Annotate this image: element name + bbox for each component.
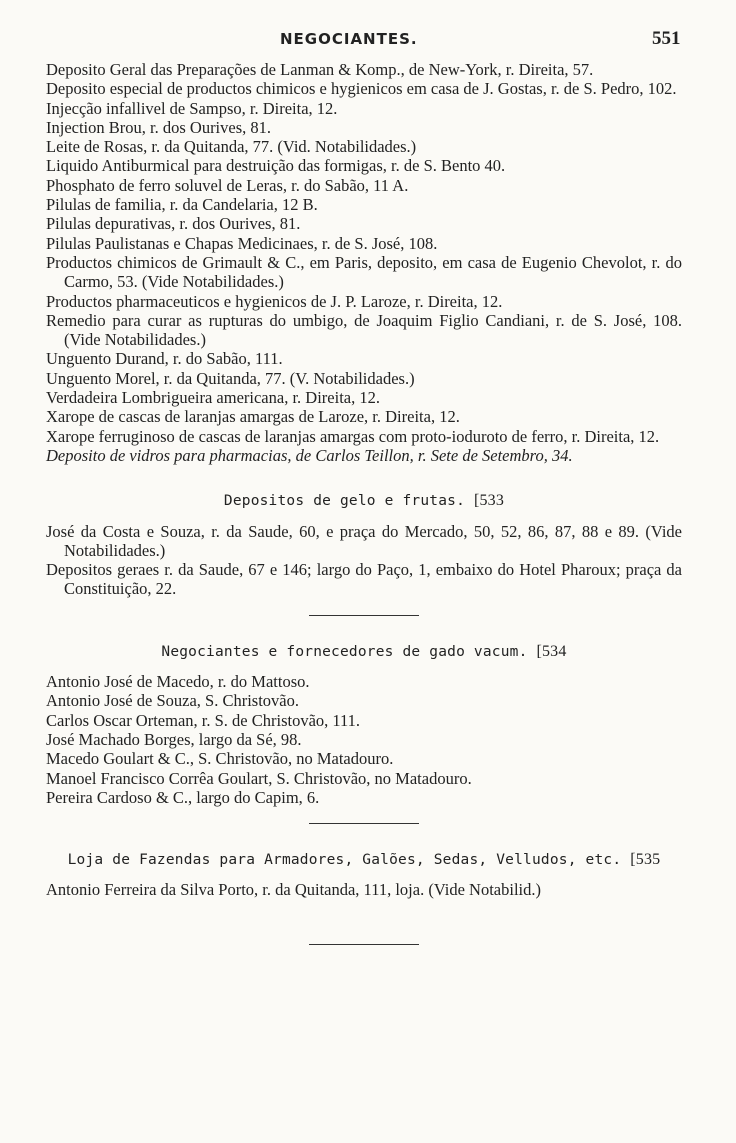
section-title: Negociantes e fornecedores de gado vacum. (161, 643, 528, 660)
divider-rule (309, 823, 419, 824)
list-item: Antonio Ferreira da Silva Porto, r. da Quitanda, 111, loja. (Vide Notabilid.) (46, 880, 541, 900)
list-item: Pereira Cardoso & C., largo do Capim, 6. (46, 787, 320, 807)
section-heading-ice (46, 491, 682, 511)
page-content (46, 60, 682, 945)
section-ice-fruits (46, 522, 682, 599)
list-item: Pilulas de familia, r. da Candelaria, 12 B. (46, 195, 318, 215)
list-item: Productos pharmaceuticos e hygienicos de J. P. Laroze, r. Direita, 12. (46, 291, 503, 311)
list-item: Verdadeira Lombrigueira americana, r. Direita, 12. (46, 388, 380, 408)
list-item: Antonio José de Souza, S. Christovão. (46, 691, 299, 711)
list-item: Leite de Rosas, r. da Quitanda, 77. (Vid. Notabilidades.) (46, 137, 417, 157)
list-item: Remedio para curar as rupturas do umbigo, de Joaquim Figlio Candiani, r. de S. José, 108. (Vide Notabilidades.) (46, 310, 682, 350)
section-title: Loja de Fazendas para Armadores, Galões, Sedas, Velludos, etc. (67, 852, 622, 869)
section-heading-cattle (46, 642, 682, 662)
running-title: NEGOCIANTES. (280, 30, 418, 48)
section-pharmaceuticals (46, 60, 682, 465)
section-number: [534 (536, 642, 567, 660)
section-title: Depositos de gelo e frutas. (223, 493, 466, 510)
list-item: Macedo Goulart & C., S. Christovão, no Matadouro. (46, 749, 394, 769)
divider-rule (309, 944, 419, 945)
list-item: Injection Brou, r. dos Ourives, 81. (46, 117, 272, 137)
section-number: [533 (473, 492, 505, 510)
list-item: Injecção infallivel de Sampso, r. Direita, 12. (46, 98, 338, 118)
list-item: José da Costa e Souza, r. da Saude, 60, e praça do Mercado, 50, 52, 86, 87, 88 e 89. (Vide Notabilidades.) (46, 521, 682, 560)
list-item: José Machado Borges, largo da Sé, 98. (46, 729, 302, 749)
list-item: Pilulas depurativas, r. dos Ourives, 81. (46, 214, 301, 234)
list-item: Deposito especial de productos chimicos e hygienicos em casa de J. Gostas, r. de S. Pedro, 102. (46, 79, 677, 99)
list-item: Deposito Geral das Preparações de Lanman & Komp., de New-York, r. Direita, 57. (46, 60, 594, 79)
list-item: Manoel Francisco Corrêa Goulart, S. Christovão, no Matadouro. (46, 768, 472, 788)
list-item: Productos chimicos de Grimault & C., em Paris, deposito, em casa de Eugenio Chevolot, r. do Carmo, 53. (Vide Notabilidades.) (46, 252, 682, 292)
list-item: Unguento Durand, r. do Sabão, 111. (46, 349, 283, 369)
list-item: Carlos Oscar Orteman, r. S. de Christovão, 111. (46, 710, 361, 730)
list-item: Liquido Antiburmical para destruição das formigas, r. de S. Bento 40. (46, 156, 506, 176)
divider-rule (309, 615, 419, 616)
page-number: 551 (652, 28, 681, 49)
list-item: Unguento Morel, r. da Quitanda, 77. (V. Notabilidades.) (46, 368, 415, 388)
section-fabrics (46, 880, 682, 899)
section-number: [535 (630, 851, 661, 869)
list-item: Phosphato de ferro soluvel de Leras, r. do Sabão, 11 A. (46, 175, 409, 195)
list-item: Depositos geraes r. da Saude, 67 e 146; largo do Paço, 1, embaixo do Hotel Pharoux; praça da Constituição, 22. (46, 560, 682, 599)
list-item: Xarope ferruginoso de cascas de laranjas amargas com proto-ioduroto de ferro, r. Direita, 12. (46, 426, 660, 446)
list-item: Xarope de cascas de laranjas amargas de Laroze, r. Direita, 12. (46, 407, 460, 427)
section-heading-fabrics (46, 850, 682, 870)
running-header (0, 30, 736, 54)
list-item-italic: Deposito de vidros para pharmacias, de Carlos Teillon, r. Sete de Setembro, 34. (46, 445, 573, 465)
section-cattle-dealers (46, 672, 682, 807)
list-item: Antonio José de Macedo, r. do Mattoso. (46, 672, 310, 692)
list-item: Pilulas Paulistanas e Chapas Medicinaes, r. de S. José, 108. (46, 233, 438, 253)
